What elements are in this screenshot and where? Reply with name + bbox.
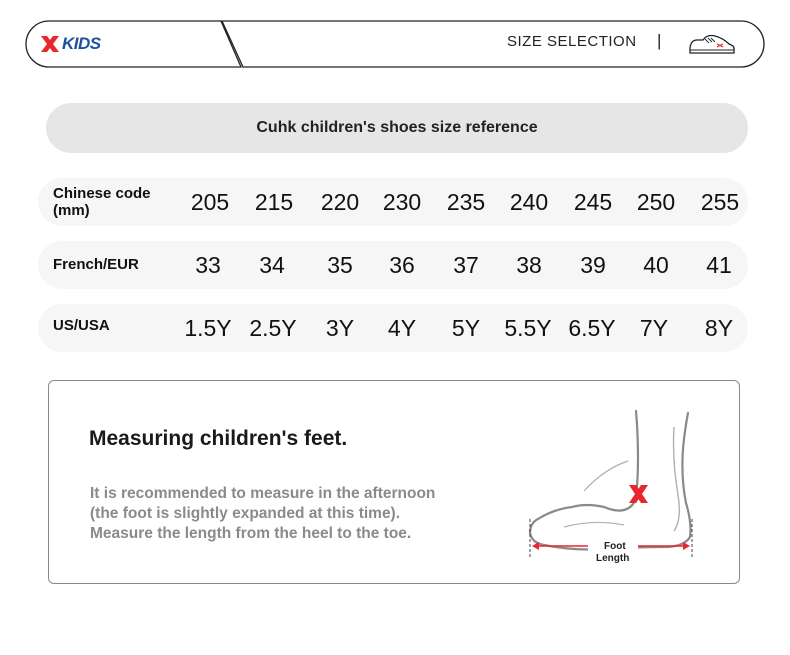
page-title: Cuhk children's shoes size reference (256, 119, 538, 136)
measuring-instruction: (the foot is slightly expanded at this time). (90, 505, 401, 522)
measuring-instruction: Measure the length from the heel to the toe. (90, 525, 412, 542)
size-cell: 240 (509, 189, 549, 215)
size-cell: 6.5Y (568, 315, 616, 341)
brand-name: KIDS (62, 34, 101, 53)
size-cell: 5Y (451, 315, 481, 341)
size-row-eur (38, 241, 748, 289)
size-cell: 33 (195, 252, 221, 278)
xtep-logo-icon (39, 33, 61, 55)
size-cell: 3Y (325, 315, 355, 341)
foot-diagram (524, 399, 704, 577)
size-cell: 8Y (704, 315, 734, 341)
size-cell: 7Y (639, 315, 669, 341)
size-cell: 1.5Y (184, 315, 232, 341)
size-cell: 34 (259, 252, 285, 278)
size-cell: 2.5Y (249, 315, 297, 341)
brand-logo[interactable] (39, 32, 101, 56)
size-reference-title-bar (46, 103, 748, 153)
size-cell: 36 (389, 252, 415, 278)
header-frame (25, 20, 765, 68)
size-cell: 41 (706, 252, 732, 278)
size-cell: 38 (516, 252, 542, 278)
measuring-instruction: It is recommended to measure in the afternoon (90, 485, 436, 502)
row-label (53, 185, 151, 219)
row-label-line2: (mm) (53, 202, 90, 219)
size-row-chinese (38, 178, 748, 226)
header-bar (25, 20, 765, 68)
header-separator: | (657, 31, 662, 50)
measuring-guide-box (48, 380, 740, 584)
size-cell: 40 (643, 252, 669, 278)
measuring-title: Measuring children's feet. (89, 427, 348, 450)
size-cell: 4Y (387, 315, 417, 341)
size-cell: 39 (580, 252, 606, 278)
size-cell: 205 (190, 189, 230, 215)
size-selection-label: SIZE SELECTION (507, 33, 637, 50)
row-label: French/EUR (53, 256, 139, 273)
size-cell: 37 (453, 252, 479, 278)
size-cell: 245 (573, 189, 613, 215)
size-cell: 35 (327, 252, 353, 278)
size-cell: 230 (382, 189, 422, 215)
foot-label-line1: Foot (604, 541, 626, 552)
size-cell: 250 (636, 189, 676, 215)
size-cell: 215 (254, 189, 294, 215)
row-label: US/USA (53, 317, 110, 334)
size-cell: 220 (320, 189, 360, 215)
foot-label-line2: Length (596, 553, 630, 564)
size-cell: 5.5Y (504, 315, 552, 341)
row-label-line1: Chinese code (53, 185, 151, 202)
size-cell: 235 (446, 189, 486, 215)
shoe-icon (687, 30, 737, 58)
size-cell: 255 (700, 189, 740, 215)
size-row-us (38, 304, 748, 352)
